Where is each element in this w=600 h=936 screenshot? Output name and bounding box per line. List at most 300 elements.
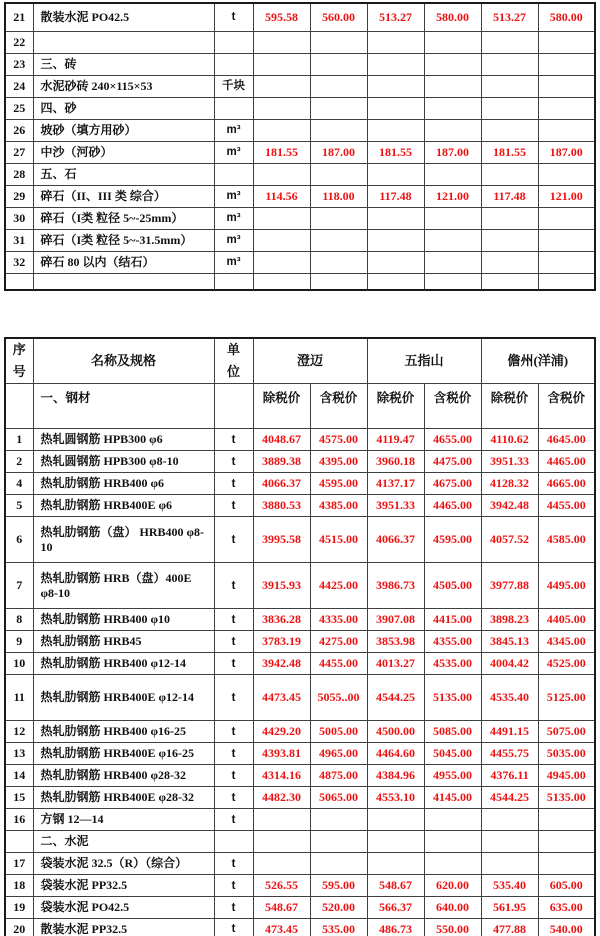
table-row — [5, 765, 595, 787]
price-cell — [310, 163, 367, 185]
price-cell — [253, 831, 310, 853]
table-row — [5, 831, 595, 853]
price-cell: 3836.28 — [253, 609, 310, 631]
row-number-cell: 8 — [5, 609, 33, 631]
price-cell: 3977.88 — [481, 563, 538, 609]
price-cell: 4314.16 — [253, 765, 310, 787]
price-cell: 4585.00 — [538, 517, 595, 563]
unit-cell: m³ — [214, 119, 253, 141]
price-cell: 635.00 — [538, 897, 595, 919]
price-cell — [424, 229, 481, 251]
price-cell: 181.55 — [367, 141, 424, 163]
price-cell: 187.00 — [538, 141, 595, 163]
unit-cell: t — [214, 495, 253, 517]
table-row — [5, 919, 595, 936]
table-row — [5, 721, 595, 743]
price-cell: 117.48 — [481, 185, 538, 207]
item-name-cell: 热轧肋钢筋 HRB400 φ10 — [33, 609, 214, 631]
price-cell: 121.00 — [424, 185, 481, 207]
item-name-cell: 中沙（河砂） — [33, 141, 214, 163]
price-cell: 477.88 — [481, 919, 538, 936]
price-cell: 3853.98 — [367, 631, 424, 653]
price-cell: 4575.00 — [310, 429, 367, 451]
header-inctax-3: 含税价 — [538, 384, 595, 429]
category-steel-label: 一、钢材 — [33, 384, 214, 429]
price-cell — [253, 251, 310, 273]
price-cell — [481, 207, 538, 229]
header-region-chengmai: 澄迈 — [253, 338, 367, 384]
row-number-cell: 22 — [5, 31, 33, 53]
price-cell: 4355.00 — [424, 631, 481, 653]
price-cell — [538, 97, 595, 119]
price-cell — [367, 229, 424, 251]
price-cell: 4145.00 — [424, 787, 481, 809]
table-row — [5, 853, 595, 875]
price-cell — [310, 53, 367, 75]
price-cell: 4128.32 — [481, 473, 538, 495]
price-cell — [538, 229, 595, 251]
row-number-cell: 31 — [5, 229, 33, 251]
price-cell: 4395.00 — [310, 451, 367, 473]
unit-cell: t — [214, 429, 253, 451]
header-extax-1: 除税价 — [253, 384, 310, 429]
price-cell: 4066.37 — [253, 473, 310, 495]
row-number-cell: 32 — [5, 251, 33, 273]
price-cell: 4464.60 — [367, 743, 424, 765]
row-number-cell: 21 — [5, 3, 33, 31]
row-number-cell: 30 — [5, 207, 33, 229]
table-row — [5, 273, 595, 290]
price-cell — [538, 853, 595, 875]
item-name-cell: 碎石（I类 粒径 5~-31.5mm） — [33, 229, 214, 251]
header-row-regions — [5, 338, 595, 384]
price-cell: 3783.19 — [253, 631, 310, 653]
price-cell: 3951.33 — [367, 495, 424, 517]
item-name-cell — [33, 273, 214, 290]
item-name-cell: 热轧肋钢筋 HRB400E φ16-25 — [33, 743, 214, 765]
row-number-cell: 17 — [5, 853, 33, 875]
header-region-danzhou: 儋州(洋浦) — [481, 338, 595, 384]
price-cell: 4376.11 — [481, 765, 538, 787]
item-name-cell: 袋装水泥 PO42.5 — [33, 897, 214, 919]
header-inctax-2: 含税价 — [424, 384, 481, 429]
item-name-cell: 热轧肋钢筋 HRB400E φ12-14 — [33, 675, 214, 721]
header-row-price-types — [5, 384, 595, 429]
price-cell — [481, 97, 538, 119]
row-number-cell: 18 — [5, 875, 33, 897]
table-row — [5, 653, 595, 675]
table-row — [5, 251, 595, 273]
price-cell: 4405.00 — [538, 609, 595, 631]
unit-cell — [214, 31, 253, 53]
price-cell: 4275.00 — [310, 631, 367, 653]
table-row — [5, 97, 595, 119]
price-cell: 540.00 — [538, 919, 595, 936]
unit-cell: t — [214, 897, 253, 919]
price-cell — [253, 853, 310, 875]
header-inctax-1: 含税价 — [310, 384, 367, 429]
price-cell — [538, 31, 595, 53]
unit-cell: t — [214, 563, 253, 609]
header-name-spec: 名称及规格 — [33, 338, 214, 384]
price-cell: 5125.00 — [538, 675, 595, 721]
price-cell: 181.55 — [481, 141, 538, 163]
row-number-cell: 19 — [5, 897, 33, 919]
price-cell — [481, 53, 538, 75]
price-cell: 4013.27 — [367, 653, 424, 675]
price-cell — [367, 809, 424, 831]
price-cell — [310, 207, 367, 229]
price-cell — [481, 251, 538, 273]
row-number-cell: 29 — [5, 185, 33, 207]
table-row — [5, 897, 595, 919]
lower-table-header — [5, 338, 595, 429]
row-number-cell: 5 — [5, 495, 33, 517]
unit-cell — [214, 53, 253, 75]
price-cell — [253, 273, 310, 290]
header-extax-3: 除税价 — [481, 384, 538, 429]
price-cell — [481, 853, 538, 875]
price-cell: 187.00 — [424, 141, 481, 163]
header-empty-seq-cell — [5, 384, 33, 429]
price-cell: 3898.23 — [481, 609, 538, 631]
price-cell — [310, 273, 367, 290]
row-number-cell: 4 — [5, 473, 33, 495]
price-cell: 4595.00 — [310, 473, 367, 495]
row-number-cell: 12 — [5, 721, 33, 743]
price-cell: 4465.00 — [424, 495, 481, 517]
unit-cell: t — [214, 3, 253, 31]
price-cell: 5135.00 — [538, 787, 595, 809]
table-row — [5, 875, 595, 897]
price-cell: 560.00 — [310, 3, 367, 31]
price-cell — [481, 31, 538, 53]
price-cell: 4515.00 — [310, 517, 367, 563]
row-number-cell: 24 — [5, 75, 33, 97]
price-cell: 4500.00 — [367, 721, 424, 743]
row-number-cell: 7 — [5, 563, 33, 609]
unit-cell: 千块 — [214, 75, 253, 97]
price-cell: 4048.67 — [253, 429, 310, 451]
price-cell: 4335.00 — [310, 609, 367, 631]
price-cell: 3995.58 — [253, 517, 310, 563]
table-row — [5, 31, 595, 53]
item-name-cell: 热轧圆钢筋 HPB300 φ8-10 — [33, 451, 214, 473]
item-name-cell: 热轧肋钢筋 HRB400 φ16-25 — [33, 721, 214, 743]
item-name-cell: 二、水泥 — [33, 831, 214, 853]
row-number-cell: 1 — [5, 429, 33, 451]
price-cell: 548.67 — [253, 897, 310, 919]
item-name-cell: 坡砂（填方用砂） — [33, 119, 214, 141]
unit-cell — [214, 273, 253, 290]
table-row — [5, 609, 595, 631]
item-name-cell: 三、砖 — [33, 53, 214, 75]
table-row — [5, 631, 595, 653]
unit-cell: m³ — [214, 207, 253, 229]
price-cell — [253, 97, 310, 119]
price-cell: 473.45 — [253, 919, 310, 936]
unit-cell: t — [214, 653, 253, 675]
price-cell — [481, 75, 538, 97]
table-row — [5, 451, 595, 473]
row-number-cell: 16 — [5, 809, 33, 831]
price-cell: 4955.00 — [424, 765, 481, 787]
price-cell: 640.00 — [424, 897, 481, 919]
price-cell — [538, 831, 595, 853]
price-cell — [367, 251, 424, 273]
price-cell: 4491.15 — [481, 721, 538, 743]
header-seq-no — [5, 338, 33, 384]
price-cell — [253, 207, 310, 229]
price-cell — [253, 163, 310, 185]
row-number-cell: 23 — [5, 53, 33, 75]
price-cell — [424, 163, 481, 185]
price-cell: 181.55 — [253, 141, 310, 163]
price-cell: 5035.00 — [538, 743, 595, 765]
price-cell: 4655.00 — [424, 429, 481, 451]
price-cell: 486.73 — [367, 919, 424, 936]
header-extax-2: 除税价 — [367, 384, 424, 429]
price-cell: 117.48 — [367, 185, 424, 207]
price-cell: 4057.52 — [481, 517, 538, 563]
item-name-cell: 方钢 12—14 — [33, 809, 214, 831]
unit-cell: t — [214, 675, 253, 721]
price-cell — [424, 119, 481, 141]
price-cell: 3942.48 — [481, 495, 538, 517]
price-cell — [538, 273, 595, 290]
price-cell: 4645.00 — [538, 429, 595, 451]
price-cell: 4429.20 — [253, 721, 310, 743]
price-cell — [481, 831, 538, 853]
price-cell — [481, 273, 538, 290]
price-cell: 526.55 — [253, 875, 310, 897]
header-region-wuzhishan: 五指山 — [367, 338, 481, 384]
price-cell: 4004.42 — [481, 653, 538, 675]
price-cell: 4119.47 — [367, 429, 424, 451]
table-row — [5, 141, 595, 163]
table-row — [5, 743, 595, 765]
price-cell — [481, 809, 538, 831]
price-cell — [310, 119, 367, 141]
price-sheet — [0, 2, 600, 936]
price-cell: 550.00 — [424, 919, 481, 936]
row-number-cell: 13 — [5, 743, 33, 765]
item-name-cell: 热轧肋钢筋 HRB400E φ6 — [33, 495, 214, 517]
price-cell — [310, 853, 367, 875]
price-cell: 4455.75 — [481, 743, 538, 765]
row-number-cell: 28 — [5, 163, 33, 185]
price-cell: 118.00 — [310, 185, 367, 207]
price-cell: 535.40 — [481, 875, 538, 897]
price-cell: 580.00 — [424, 3, 481, 31]
price-cell — [538, 251, 595, 273]
lower-table-body — [5, 429, 595, 936]
price-cell — [367, 163, 424, 185]
item-name-cell: 袋装水泥 32.5（R）（综合） — [33, 853, 214, 875]
table-row — [5, 809, 595, 831]
price-cell — [481, 163, 538, 185]
price-cell — [424, 831, 481, 853]
row-number-cell: 2 — [5, 451, 33, 473]
price-cell — [367, 831, 424, 853]
price-cell: 580.00 — [538, 3, 595, 31]
unit-cell: t — [214, 787, 253, 809]
item-name-cell: 热轧肋钢筋 HRB400 φ6 — [33, 473, 214, 495]
table-row — [5, 163, 595, 185]
price-cell: 5135.00 — [424, 675, 481, 721]
price-cell — [367, 273, 424, 290]
unit-cell: t — [214, 473, 253, 495]
price-cell: 4393.81 — [253, 743, 310, 765]
price-cell — [310, 251, 367, 273]
table-row — [5, 787, 595, 809]
price-cell: 4544.25 — [481, 787, 538, 809]
materials-price-table-upper — [4, 2, 596, 291]
unit-cell: t — [214, 631, 253, 653]
table-row — [5, 3, 595, 31]
price-cell — [424, 53, 481, 75]
price-cell: 4137.17 — [367, 473, 424, 495]
unit-cell: t — [214, 517, 253, 563]
price-cell — [310, 831, 367, 853]
price-cell: 561.95 — [481, 897, 538, 919]
table-row — [5, 429, 595, 451]
item-name-cell: 五、石 — [33, 163, 214, 185]
unit-cell — [214, 163, 253, 185]
header-seq-no-label: 序号 — [12, 342, 26, 380]
item-name-cell: 四、砂 — [33, 97, 214, 119]
unit-cell — [214, 97, 253, 119]
price-cell: 5005.00 — [310, 721, 367, 743]
item-name-cell: 热轧肋钢筋 HRB（盘）400E φ8-10 — [33, 563, 214, 609]
price-cell: 4495.00 — [538, 563, 595, 609]
price-cell: 5045.00 — [424, 743, 481, 765]
price-cell — [424, 75, 481, 97]
item-name-cell: 热轧圆钢筋 HPB300 φ6 — [33, 429, 214, 451]
header-empty-unit-cell — [214, 384, 253, 429]
price-cell: 3960.18 — [367, 451, 424, 473]
item-name-cell: 散装水泥 PO42.5 — [33, 3, 214, 31]
row-number-cell: 15 — [5, 787, 33, 809]
price-cell: 4595.00 — [424, 517, 481, 563]
item-name-cell: 水泥砂砖 240×115×53 — [33, 75, 214, 97]
price-cell: 513.27 — [367, 3, 424, 31]
item-name-cell: 热轧肋钢筋（盘） HRB400 φ8-10 — [33, 517, 214, 563]
unit-cell: m³ — [214, 185, 253, 207]
unit-cell: t — [214, 721, 253, 743]
unit-cell: t — [214, 875, 253, 897]
unit-cell: t — [214, 743, 253, 765]
price-cell: 3889.38 — [253, 451, 310, 473]
table-row — [5, 563, 595, 609]
price-cell — [367, 31, 424, 53]
price-cell: 513.27 — [481, 3, 538, 31]
price-cell — [367, 207, 424, 229]
price-cell — [424, 273, 481, 290]
unit-cell: t — [214, 765, 253, 787]
price-cell — [367, 119, 424, 141]
price-cell: 620.00 — [424, 875, 481, 897]
price-cell: 548.67 — [367, 875, 424, 897]
price-cell — [538, 207, 595, 229]
unit-cell: t — [214, 853, 253, 875]
price-cell: 535.00 — [310, 919, 367, 936]
price-cell — [310, 75, 367, 97]
row-number-cell: 25 — [5, 97, 33, 119]
upper-table-body — [5, 3, 595, 290]
item-name-cell: 碎石 80 以内（结石） — [33, 251, 214, 273]
price-cell: 4345.00 — [538, 631, 595, 653]
price-cell — [253, 75, 310, 97]
price-cell — [424, 809, 481, 831]
row-number-cell: 14 — [5, 765, 33, 787]
materials-price-table-lower — [4, 337, 596, 936]
price-cell: 4553.10 — [367, 787, 424, 809]
unit-cell: t — [214, 919, 253, 936]
price-cell — [538, 809, 595, 831]
price-cell: 4945.00 — [538, 765, 595, 787]
table-row — [5, 53, 595, 75]
price-cell: 595.00 — [310, 875, 367, 897]
price-cell — [310, 31, 367, 53]
row-number-cell: 27 — [5, 141, 33, 163]
price-cell — [424, 31, 481, 53]
price-cell — [367, 853, 424, 875]
price-cell — [310, 229, 367, 251]
price-cell: 520.00 — [310, 897, 367, 919]
table-row — [5, 675, 595, 721]
price-cell: 3907.08 — [367, 609, 424, 631]
price-cell: 4535.40 — [481, 675, 538, 721]
price-cell: 4475.00 — [424, 451, 481, 473]
table-row — [5, 229, 595, 251]
row-number-cell — [5, 273, 33, 290]
price-cell — [481, 119, 538, 141]
item-name-cell: 袋装水泥 PP32.5 — [33, 875, 214, 897]
item-name-cell: 热轧肋钢筋 HRB400 φ28-32 — [33, 765, 214, 787]
price-cell: 187.00 — [310, 141, 367, 163]
price-cell — [538, 163, 595, 185]
price-cell: 566.37 — [367, 897, 424, 919]
item-name-cell: 热轧肋钢筋 HRB45 — [33, 631, 214, 653]
price-cell: 4525.00 — [538, 653, 595, 675]
price-cell: 3951.33 — [481, 451, 538, 473]
price-cell: 4665.00 — [538, 473, 595, 495]
price-cell — [253, 53, 310, 75]
price-cell: 3986.73 — [367, 563, 424, 609]
price-cell — [424, 853, 481, 875]
price-cell — [253, 119, 310, 141]
item-name-cell — [33, 31, 214, 53]
price-cell: 5085.00 — [424, 721, 481, 743]
price-cell: 4875.00 — [310, 765, 367, 787]
price-cell: 4455.00 — [538, 495, 595, 517]
row-number-cell: 20 — [5, 919, 33, 936]
price-cell: 4385.00 — [310, 495, 367, 517]
price-cell: 4465.00 — [538, 451, 595, 473]
price-cell — [367, 53, 424, 75]
price-cell: 4384.96 — [367, 765, 424, 787]
header-unit — [214, 338, 253, 384]
price-cell — [424, 97, 481, 119]
price-cell — [424, 251, 481, 273]
price-cell: 4965.00 — [310, 743, 367, 765]
price-cell: 4544.25 — [367, 675, 424, 721]
row-number-cell: 6 — [5, 517, 33, 563]
price-cell — [538, 75, 595, 97]
header-unit-label: 单位 — [226, 342, 240, 380]
row-number-cell: 26 — [5, 119, 33, 141]
